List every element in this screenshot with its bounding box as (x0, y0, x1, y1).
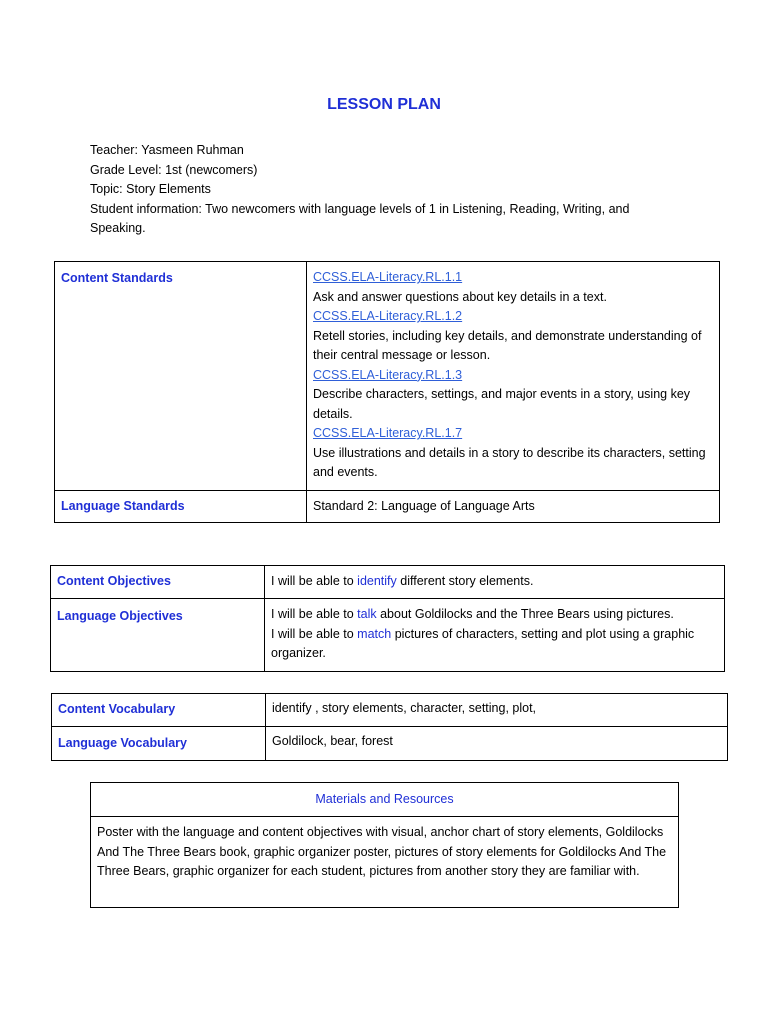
language-objective-1 (271, 605, 718, 625)
language-vocabulary-value: Goldilock, bear, forest (266, 727, 728, 761)
standard-link-rl-1-3[interactable]: CCSS.ELA-Literacy.RL.1.3 (313, 367, 463, 382)
language-standards-row (55, 491, 720, 523)
standard-text-rl-1-1: Ask and answer questions about key details in a text. (313, 289, 607, 304)
topic-label: Topic: (90, 182, 123, 196)
language-objective-1-key: talk (357, 607, 377, 621)
content-objective-pre: I will be able to (271, 574, 358, 589)
content-vocabulary-row (52, 694, 728, 727)
content-objectives-value (265, 566, 725, 599)
standard-text-rl-1-7: Use illustrations and details in a story to describe its characters, setting and events. (313, 445, 706, 479)
language-objective-2 (271, 625, 718, 664)
language-vocabulary-row (52, 727, 728, 761)
standard-text-rl-1-2: Retell stories, including key details, and demonstrate understanding of their central message or lesson. (313, 328, 702, 362)
content-standards-label: Content Standards (55, 262, 307, 491)
standards-table (54, 261, 720, 523)
standard-link-rl-1-2[interactable]: CCSS.ELA-Literacy.RL.1.2 (313, 309, 463, 323)
language-objectives-value (265, 599, 725, 672)
topic-value: Story Elements (126, 182, 211, 196)
student-info-label: Student information: (90, 201, 202, 216)
materials-table (90, 782, 679, 908)
language-objective-1-post: about Goldilocks and the Three Bears using pictures. (376, 607, 674, 621)
content-objective-key: identify (357, 574, 397, 589)
teacher-line (90, 141, 660, 161)
grade-label: Grade Level: (90, 162, 162, 177)
content-objectives-label: Content Objectives (51, 566, 265, 599)
vocabulary-table (51, 693, 728, 761)
content-standards-row (55, 262, 720, 491)
teacher-label: Teacher: (90, 143, 138, 157)
page-title: LESSON PLAN (327, 96, 441, 113)
content-standards-list (307, 262, 720, 491)
language-objectives-row (51, 599, 725, 672)
standard-text-rl-1-3: Describe characters, settings, and major events in a story, using key details. (313, 387, 691, 421)
objectives-table (50, 565, 725, 672)
materials-heading-row (91, 783, 679, 817)
language-objectives-label: Language Objectives (51, 599, 265, 672)
language-standards-label: Language Standards (55, 491, 307, 523)
content-objectives-row (51, 566, 725, 599)
materials-heading: Materials and Resources (91, 783, 679, 817)
student-info-line (90, 200, 660, 239)
content-vocabulary-value: identify , story elements, character, setting, plot, (266, 694, 728, 727)
language-objective-2-key: match (357, 626, 392, 641)
content-objective-post: different story elements. (396, 574, 534, 589)
language-objective-2-pre: I will be able to (271, 626, 358, 641)
materials-text-row (91, 817, 679, 908)
language-objective-2-post: pictures of characters, setting and plot using a graphic organizer. (271, 626, 695, 660)
topic-line (90, 180, 660, 200)
student-info-value: Two newcomers with language levels of 1 in Listening, Reading, Writing, and Speaking. (90, 201, 630, 235)
grade-value: 1st (newcomers) (165, 162, 258, 177)
lesson-info (90, 141, 660, 239)
standard-link-rl-1-1[interactable]: CCSS.ELA-Literacy.RL.1.1 (313, 270, 463, 284)
language-standards-value: Standard 2: Language of Language Arts (307, 491, 720, 523)
grade-line (90, 161, 660, 181)
language-vocabulary-label: Language Vocabulary (52, 727, 266, 761)
standard-link-rl-1-7[interactable]: CCSS.ELA-Literacy.RL.1.7 (313, 426, 463, 440)
teacher-value: Yasmeen Ruhman (141, 143, 244, 157)
language-objective-1-pre: I will be able to (271, 607, 358, 621)
content-vocabulary-label: Content Vocabulary (52, 694, 266, 727)
materials-text: Poster with the language and content objectives with visual, anchor chart of story elements, Goldilocks And The Three Bears book, graphic organizer poster, pictures of story elements for Goldilocks And The Three Bears, graphic organizer for each student, pictures from another story they are familiar with. (91, 817, 679, 908)
